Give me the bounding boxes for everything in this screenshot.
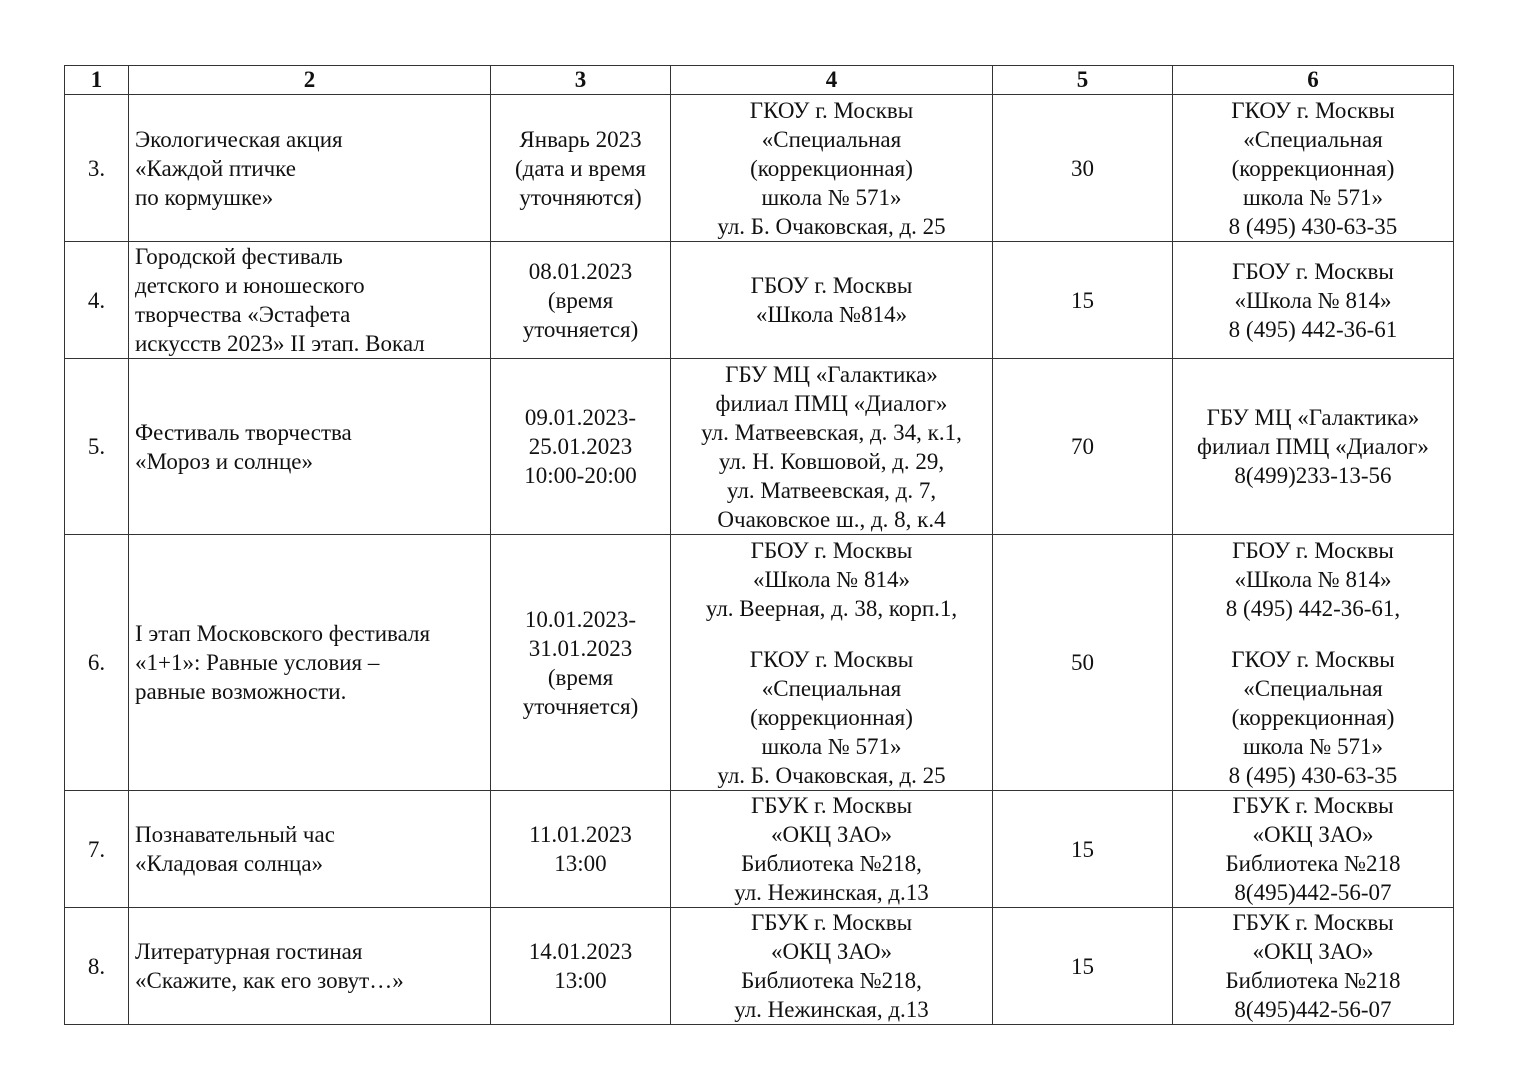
event-contact-line: (коррекционная) <box>1231 155 1395 181</box>
row-number: 5. <box>65 359 129 535</box>
event-place-line: ул. Матвеевская, д. 7, <box>726 477 937 503</box>
event-date-line: 13:00 <box>554 851 607 876</box>
event-name-line: Познавательный час <box>135 822 335 847</box>
event-contact-line: «ОКЦ ЗАО» <box>1252 822 1374 847</box>
event-contact-line: 8 (495) 442-36-61 <box>1228 316 1398 342</box>
event-name-line: I этап Московского фестиваля <box>135 621 431 646</box>
event-name-line: «Кладовая солнца» <box>135 851 324 876</box>
table-row <box>65 791 1454 908</box>
participants-count: 15 <box>993 908 1173 1025</box>
participants-count: 70 <box>993 359 1173 535</box>
event-name-cell <box>129 359 491 535</box>
event-place-line: «Специальная <box>761 675 902 701</box>
header-cell-2: 2 <box>129 66 491 95</box>
event-name-line: Фестиваль творчества <box>135 419 352 445</box>
event-contact-line: (коррекционная) <box>1231 704 1395 730</box>
header-cell-5: 5 <box>993 66 1173 95</box>
event-name-line: творчества «Эстафета <box>135 302 351 327</box>
event-date-line: уточняется) <box>522 316 639 342</box>
row-number: 4. <box>65 242 129 359</box>
event-place-line: ул. Б. Очаковская, д. 25 <box>717 213 946 239</box>
event-place-line: ГКОУ г. Москвы <box>749 646 914 672</box>
event-place-line: филиал ПМЦ «Диалог» <box>715 390 948 416</box>
event-contact-line: школа № 571» <box>1242 733 1384 759</box>
event-place-line: ГБОУ г. Москвы <box>750 537 913 563</box>
paragraph-gap <box>677 623 986 645</box>
event-place-line: ул. Б. Очаковская, д. 25 <box>717 762 946 788</box>
event-name-cell <box>129 791 491 908</box>
event-name-line: Литературная гостиная <box>135 939 363 964</box>
event-date-line: (дата и время <box>514 155 647 181</box>
event-contact-line: ГБОУ г. Москвы <box>1232 537 1394 563</box>
event-date-line: 31.01.2023 <box>528 635 633 661</box>
event-place-line: школа № 571» <box>761 184 902 210</box>
row-number: 6. <box>65 535 129 791</box>
event-contact-line: «Специальная <box>1243 126 1383 152</box>
row-number: 8. <box>65 908 129 1025</box>
table-row <box>65 908 1454 1025</box>
table-row <box>65 535 1454 791</box>
event-date-line: 09.01.2023- <box>524 405 637 430</box>
event-place-line: «Школа №814» <box>755 302 908 327</box>
event-date-line: Январь 2023 <box>519 126 642 152</box>
event-contact-line: ГКОУ г. Москвы <box>1231 646 1395 672</box>
header-cell-4: 4 <box>671 66 993 95</box>
event-date-cell <box>491 359 671 535</box>
event-place-line: ул. Н. Ковшовой, д. 29, <box>718 448 945 474</box>
event-place-line: «Школа № 814» <box>752 566 911 592</box>
event-contact-cell <box>1173 359 1454 535</box>
table-row <box>65 359 1454 535</box>
header-cell-6: 6 <box>1173 66 1454 95</box>
event-contact-cell <box>1173 791 1454 908</box>
event-contact-line: 8(499)233-13-56 <box>1234 463 1392 488</box>
event-contact-cell <box>1173 95 1454 242</box>
participants-count: 50 <box>993 535 1173 791</box>
participants-count: 15 <box>993 791 1173 908</box>
event-contact-line: ГБОУ г. Москвы <box>1232 258 1394 284</box>
event-date-line: уточняются) <box>519 184 642 210</box>
event-contact-line: «Школа № 814» <box>1234 566 1392 592</box>
event-date-line: (время <box>547 664 614 690</box>
event-contact-line: 8 (495) 442-36-61, <box>1225 595 1401 621</box>
event-contact-cell <box>1173 535 1454 791</box>
event-place-line: ГКОУ г. Москвы <box>749 97 914 123</box>
event-name-line: по кормушке» <box>135 184 274 210</box>
event-place-line: Библиотека №218, <box>741 968 922 993</box>
event-name-line: «Скажите, как его зовут…» <box>135 968 404 993</box>
event-date-line: 10.01.2023- <box>524 606 637 632</box>
event-place-line: ул. Нежинская, д.13 <box>734 880 929 905</box>
row-number: 7. <box>65 791 129 908</box>
event-date-line: 13:00 <box>554 968 607 993</box>
paragraph-gap <box>1179 623 1447 645</box>
event-place-line: школа № 571» <box>761 733 902 759</box>
event-name-line: Городской фестиваль <box>135 244 343 269</box>
event-date-line: 14.01.2023 <box>528 939 633 964</box>
event-name-line: «Мороз и солнце» <box>135 448 313 474</box>
event-date-cell <box>491 908 671 1025</box>
event-contact-line: 8 (495) 430-63-35 <box>1228 213 1398 239</box>
table-row <box>65 95 1454 242</box>
event-contact-cell <box>1173 242 1454 359</box>
event-place-cell <box>671 791 993 908</box>
event-contact-cell <box>1173 908 1454 1025</box>
event-date-line: 11.01.2023 <box>529 822 632 847</box>
event-name-line: детского и юношеского <box>135 273 365 298</box>
event-date-cell <box>491 535 671 791</box>
event-name-cell <box>129 908 491 1025</box>
event-place-cell <box>671 95 993 242</box>
event-name-line: искусств 2023» II этап. Вокал <box>135 331 425 356</box>
header-row <box>65 66 1454 95</box>
event-place-line: ул. Матвеевская, д. 34, к.1, <box>701 419 962 445</box>
event-place-line: ГБУ МЦ «Галактика» <box>725 361 938 387</box>
event-place-line: ул. Нежинская, д.13 <box>734 997 929 1022</box>
event-date-cell <box>491 95 671 242</box>
event-date-line: 25.01.2023 <box>528 434 633 459</box>
event-contact-line: «ОКЦ ЗАО» <box>1252 939 1374 964</box>
event-date-line: 08.01.2023 <box>528 258 633 284</box>
event-name-cell <box>129 95 491 242</box>
row-number: 3. <box>65 95 129 242</box>
event-contact-line: 8 (495) 430-63-35 <box>1228 762 1398 788</box>
event-place-line: ул. Веерная, д. 38, корп.1, <box>705 595 958 621</box>
event-place-line: «Специальная <box>761 126 902 152</box>
event-place-cell <box>671 908 993 1025</box>
event-contact-line: 8(495)442-56-07 <box>1234 880 1392 905</box>
events-table <box>64 65 1454 1025</box>
event-name-cell <box>129 535 491 791</box>
event-name-line: «Каждой птичке <box>135 155 296 181</box>
participants-count: 15 <box>993 242 1173 359</box>
event-date-line: (время <box>547 287 614 313</box>
event-place-line: ГБУК г. Москвы <box>750 910 913 935</box>
event-contact-line: ГБУК г. Москвы <box>1232 910 1394 935</box>
event-name-line: «1+1»: Равные условия – <box>135 650 380 675</box>
event-contact-line: «Специальная <box>1243 675 1383 701</box>
event-contact-line: ГБУ МЦ «Галактика» <box>1206 405 1420 430</box>
event-place-line: (коррекционная) <box>750 155 913 181</box>
header-cell-1: 1 <box>65 66 129 95</box>
header-cell-3: 3 <box>491 66 671 95</box>
event-name-line: равные возможности. <box>135 679 347 704</box>
event-contact-line: Библиотека №218 <box>1225 968 1401 993</box>
event-date-cell <box>491 791 671 908</box>
event-name-line: Экологическая акция <box>135 126 343 152</box>
participants-count: 30 <box>993 95 1173 242</box>
event-place-line: «ОКЦ ЗАО» <box>771 939 892 964</box>
event-place-cell <box>671 242 993 359</box>
event-date-line: уточняется) <box>522 693 639 719</box>
event-date-line: 10:00-20:00 <box>524 463 637 488</box>
event-contact-line: Библиотека №218 <box>1225 851 1401 876</box>
event-place-line: Библиотека №218, <box>741 851 922 876</box>
event-date-cell <box>491 242 671 359</box>
table-row <box>65 242 1454 359</box>
event-name-cell <box>129 242 491 359</box>
event-place-line: «ОКЦ ЗАО» <box>771 822 892 847</box>
event-place-line: ГБУК г. Москвы <box>750 793 913 818</box>
event-place-line: Очаковское ш., д. 8, к.4 <box>717 506 946 532</box>
event-contact-line: «Школа № 814» <box>1234 287 1392 313</box>
event-place-line: (коррекционная) <box>750 704 913 730</box>
event-contact-line: филиал ПМЦ «Диалог» <box>1197 434 1429 459</box>
event-contact-line: ГБУК г. Москвы <box>1232 793 1394 818</box>
event-place-cell <box>671 359 993 535</box>
event-contact-line: 8(495)442-56-07 <box>1234 997 1392 1022</box>
event-place-cell <box>671 535 993 791</box>
event-contact-line: ГКОУ г. Москвы <box>1231 97 1395 123</box>
event-place-line: ГБОУ г. Москвы <box>750 273 913 298</box>
event-contact-line: школа № 571» <box>1242 184 1384 210</box>
